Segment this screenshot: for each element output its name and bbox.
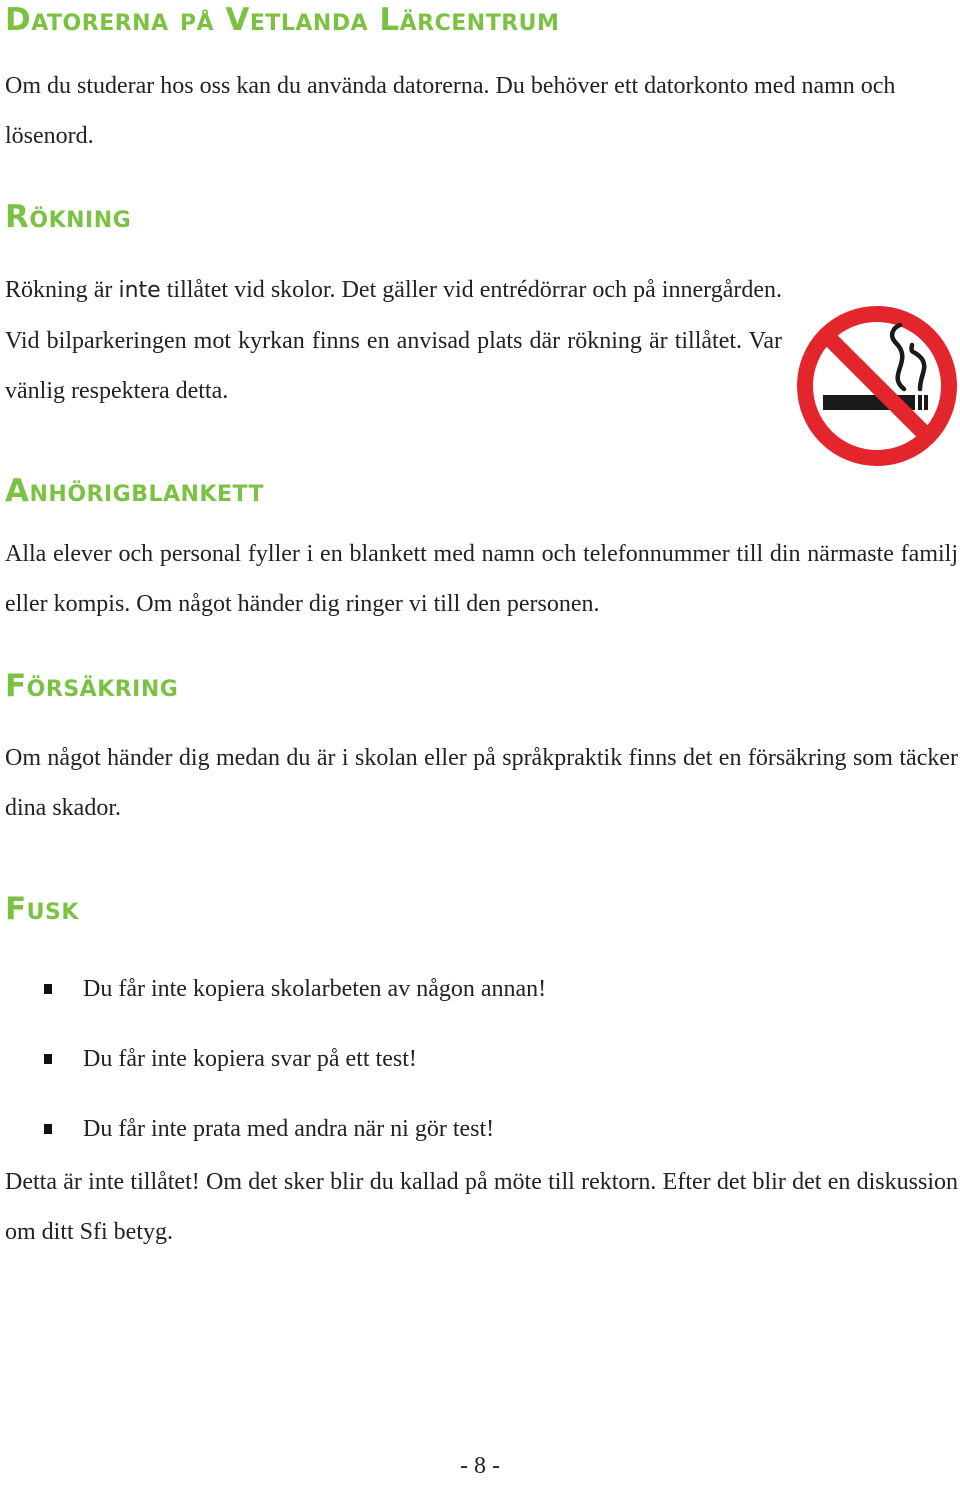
list-item xyxy=(44,1109,744,1149)
heading-datorerna: Datorerna på Vetlanda Lärcentrum xyxy=(5,2,560,38)
rokning-text-end: tillåtet vid skolor. Det gäller vid entrédörrar och på innergården. Vid bilparkeringen mot kyrkan finns en anvisad plats där rökning är tillåtet. Var vänlig respektera detta. xyxy=(5,277,782,404)
page-number: - 8 - xyxy=(460,1453,500,1479)
heading-forsakring: Försäkring xyxy=(5,668,179,704)
paragraph-anhorigblankett: Alla elever och personal fyller i en blankett med namn och telefonnummer till din närmaste familj eller kompis. Om något händer dig ringer vi till den personen. xyxy=(5,541,958,617)
bullet-square-icon xyxy=(44,1054,52,1064)
paragraph-rokning xyxy=(5,265,782,416)
cigarette-tip-1 xyxy=(918,395,922,410)
bullet-square-icon xyxy=(44,984,52,994)
list-item xyxy=(44,1039,744,1079)
rokning-text-start: Rökning är xyxy=(5,277,119,303)
no-smoking-sign-icon xyxy=(796,305,958,467)
paragraph-fusk: Detta är inte tillåtet! Om det sker blir du kallad på möte till rektorn. Efter det blir det en diskussion om ditt Sfi betyg. xyxy=(5,1169,958,1245)
paragraph-forsakring: Om något händer dig medan du är i skolan eller på språkpraktik finns det en försäkring som täcker dina skador. xyxy=(5,745,958,821)
list-item xyxy=(44,969,744,1009)
rokning-emphasis: inte xyxy=(118,278,161,303)
list-item-text: Du får inte kopiera svar på ett test! xyxy=(83,1046,417,1072)
list-item-text: Du får inte kopiera skolarbeten av någon annan! xyxy=(83,976,547,1002)
bullet-square-icon xyxy=(44,1124,52,1134)
heading-fusk: Fusk xyxy=(5,891,79,927)
heading-rokning: Rökning xyxy=(5,199,132,235)
cigarette-tip-2 xyxy=(924,395,928,410)
heading-anhorigblankett: Anhörigblankett xyxy=(5,473,265,509)
paragraph-datorerna: Om du studerar hos oss kan du använda datorerna. Du behöver ett datorkonto med namn och lösenord. xyxy=(5,73,896,149)
list-item-text: Du får inte prata med andra när ni gör test! xyxy=(83,1116,495,1142)
